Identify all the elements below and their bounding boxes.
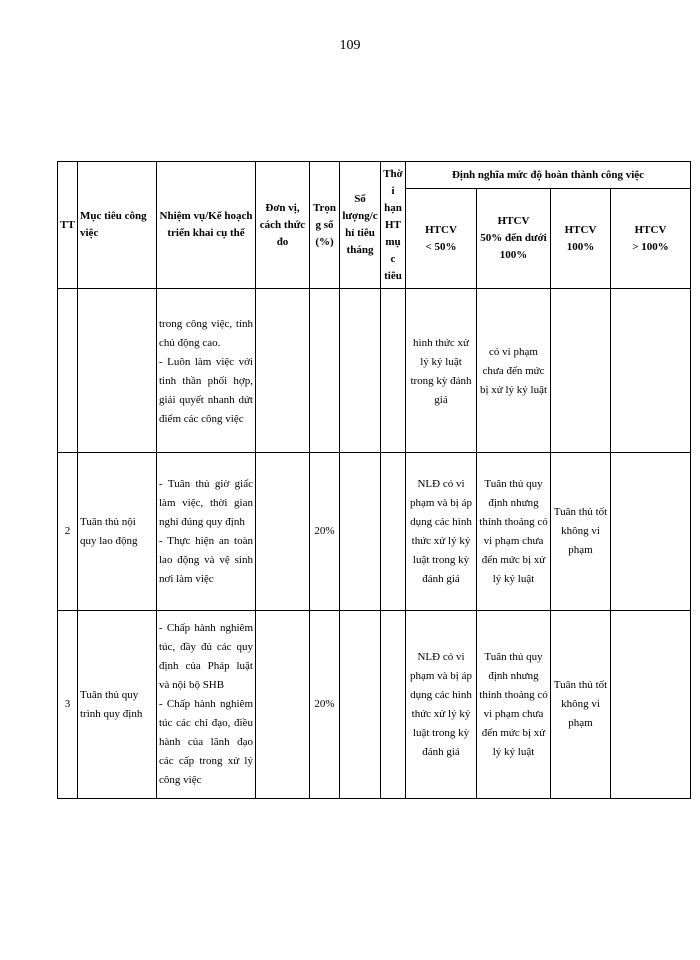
table-row <box>58 453 691 611</box>
header-htcv-lt50: HTCV < 50% <box>406 189 477 289</box>
table-row <box>58 611 691 799</box>
header-thoi-han: Thời hạn HT mục tiêu <box>381 162 406 289</box>
header-muc-tieu: Mục tiêu công việc <box>78 162 157 289</box>
cont-trong-so <box>310 289 340 453</box>
cont-htcv-100 <box>551 289 611 453</box>
header-don-vi: Đơn vị, cách thức đo <box>256 162 310 289</box>
row-thoi-han <box>381 611 406 799</box>
header-so-luong: Số lượng/chỉ tiêu tháng <box>340 162 381 289</box>
row-htcv-gt100 <box>611 453 691 611</box>
header-trong-so: Trọng số (%) <box>310 162 340 289</box>
header-tt: TT <box>58 162 78 289</box>
header-htcv-50-100: HTCV 50% đến dưới 100% <box>477 189 551 289</box>
header-nhiem-vu: Nhiệm vụ/Kế hoạch triển khai cụ thể <box>157 162 256 289</box>
row-htcv-100: Tuân thủ tốt không vi phạm <box>551 453 611 611</box>
row-don-vi <box>256 453 310 611</box>
row-nhiem-vu: - Chấp hành nghiêm túc, đầy đủ các quy định của Pháp luật và nội bộ SHB - Chấp hành nghiêm túc các chỉ đạo, điều hành của lãnh đạo các cấp trong xử lý công việc <box>157 611 256 799</box>
continuation-row <box>58 289 691 453</box>
cont-muc-tieu <box>78 289 157 453</box>
kpi-table <box>57 161 691 799</box>
cont-htcv-lt50: hình thức xử lý kỷ luật trong kỳ đánh giá <box>406 289 477 453</box>
row-thoi-han <box>381 453 406 611</box>
row-htcv-50-100: Tuân thủ quy định nhưng thỉnh thoảng có vi phạm chưa đến mức bị xử lý kỷ luật <box>477 453 551 611</box>
cont-nhiem-vu: trong công việc, tính chủ động cao. - Luôn làm việc với tinh thần phối hợp, giải quyết nhanh dứt điểm các công việc <box>157 289 256 453</box>
row-htcv-lt50: NLĐ có vi phạm và bị áp dụng các hình thức xử lý kỷ luật trong kỳ đánh giá <box>406 453 477 611</box>
cont-don-vi <box>256 289 310 453</box>
row-trong-so: 20% <box>310 611 340 799</box>
row-muc-tieu: Tuân thủ quy trình quy định <box>78 611 157 799</box>
row-so-luong <box>340 453 381 611</box>
header-htcv-gt100: HTCV > 100% <box>611 189 691 289</box>
header-row-1 <box>58 162 691 189</box>
row-htcv-lt50: NLĐ có vi phạm và bị áp dụng các hình thức xử lý kỷ luật trong kỳ đánh giá <box>406 611 477 799</box>
cont-thoi-han <box>381 289 406 453</box>
row-trong-so: 20% <box>310 453 340 611</box>
row-tt: 3 <box>58 611 78 799</box>
header-htcv-100: HTCV 100% <box>551 189 611 289</box>
cont-htcv-gt100 <box>611 289 691 453</box>
cont-so-luong <box>340 289 381 453</box>
header-dinh-nghia: Định nghĩa mức độ hoàn thành công việc <box>406 162 691 189</box>
row-so-luong <box>340 611 381 799</box>
row-nhiem-vu: - Tuân thủ giờ giấc làm việc, thời gian nghỉ đúng quy định - Thực hiện an toàn lao động và vệ sinh nơi làm việc <box>157 453 256 611</box>
row-htcv-100: Tuân thủ tốt không vi phạm <box>551 611 611 799</box>
row-htcv-gt100 <box>611 611 691 799</box>
row-htcv-50-100: Tuân thủ quy định nhưng thỉnh thoảng có vi phạm chưa đến mức bị xử lý kỷ luật <box>477 611 551 799</box>
page-number: 109 <box>339 38 361 53</box>
row-muc-tieu: Tuân thủ nội quy lao động <box>78 453 157 611</box>
cont-tt <box>58 289 78 453</box>
cont-htcv-50-100: có vi phạm chưa đến mức bị xử lý kỷ luật <box>477 289 551 453</box>
row-don-vi <box>256 611 310 799</box>
row-tt: 2 <box>58 453 78 611</box>
